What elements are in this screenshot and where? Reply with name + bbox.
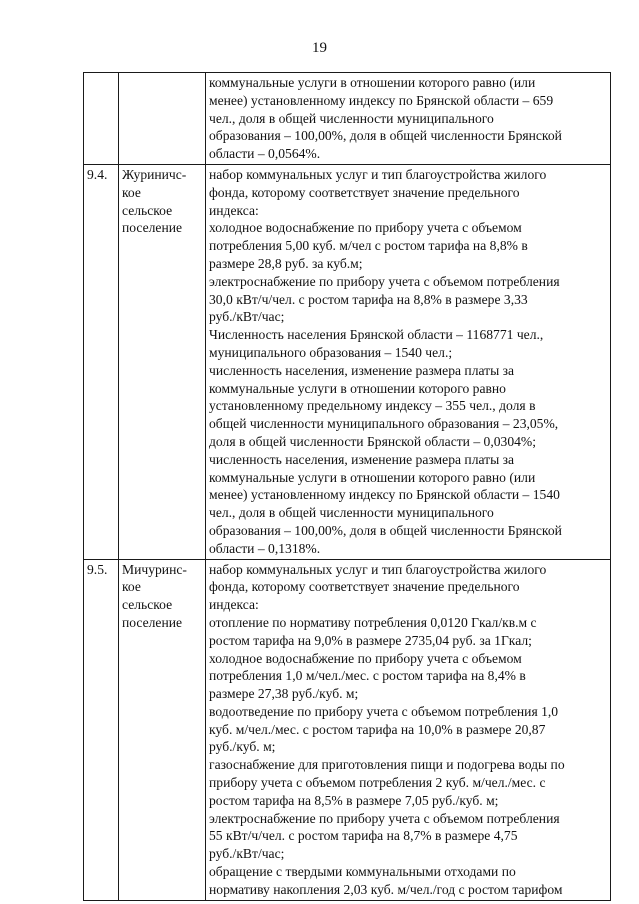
description-line: индекса: (209, 597, 259, 613)
description-line: Численность населения Брянской области – 1168771 чел., (209, 327, 544, 343)
table-body (84, 73, 611, 901)
row-number: 9.4. (84, 164, 119, 559)
description-line: ростом тарифа на 9,0% в размере 2735,04 руб. за 1Гкал; (209, 632, 532, 648)
index-description (206, 559, 611, 900)
description-line: газоснабжение для приготовления пищи и подогрева воды по (209, 757, 565, 773)
description-line: чел., доля в общей численности муниципального (209, 110, 494, 126)
settlement-name-line: сельское (122, 202, 173, 218)
description-line: численность населения, изменение размера платы за (209, 451, 515, 467)
index-description (206, 164, 611, 559)
description-line: водоотведение по прибору учета с объемом потребления 1,0 (209, 703, 559, 719)
description-line: коммунальные услуги в отношении которого равно (или (209, 469, 536, 485)
description-line: образования – 100,00%, доля в общей численности Брянской (209, 522, 562, 538)
description-line: численность населения, изменение размера платы за (209, 362, 515, 378)
settlement-name-line: Мичуринс- (122, 561, 187, 577)
description-line: холодное водоснабжение по прибору учета с объемом (209, 650, 522, 666)
description-line: 30,0 кВт/ч/чел. с ростом тарифа на 8,8% в размере 3,33 (209, 291, 528, 307)
description-line: электроснабжение по прибору учета с объемом потребления (209, 273, 560, 289)
description-line: фонда, которому соответствует значение предельного (209, 184, 520, 200)
description-line: образования – 100,00%, доля в общей численности Брянской (209, 128, 562, 144)
description-line: нормативу накопления 2,03 куб. м/чел./год с ростом тарифом (209, 881, 563, 897)
description-line: общей численности муниципального образования – 23,05%, (209, 416, 559, 432)
settlement-name-line: поселение (122, 220, 183, 236)
page-number: 19 (312, 40, 327, 56)
settlement-name (119, 559, 206, 900)
description-line: размере 27,38 руб./куб. м; (209, 686, 359, 702)
settlement-name (119, 164, 206, 559)
description-line: муниципального образования – 1540 чел.; (209, 344, 453, 360)
description-line: набор коммунальных услуг и тип благоустройства жилого (209, 166, 547, 182)
table-row (84, 559, 611, 900)
description-line: прибору учета с объемом потребления 2 куб. м/чел./мес. с (209, 775, 546, 791)
description-line: фонда, которому соответствует значение предельного (209, 579, 520, 595)
settlement-name-line: Журиничс- (122, 166, 187, 182)
description-line: установленному предельному индексу – 355 чел., доля в (209, 398, 536, 414)
description-line: электроснабжение по прибору учета с объемом потребления (209, 810, 560, 826)
description-line: области – 0,1318%. (209, 540, 321, 556)
settlement-name-line: кое (122, 579, 141, 595)
description-line: доля в общей численности Брянской области – 0,0304%; (209, 433, 537, 449)
description-line: 55 кВт/ч/чел. с ростом тарифа на 8,7% в размере 4,75 (209, 828, 518, 844)
row-number (84, 73, 119, 165)
settlement-name-line: кое (122, 184, 141, 200)
description-line: менее) установленному индексу по Брянской области – 659 (209, 92, 554, 108)
description-line: обращение с твердыми коммунальными отходами по (209, 864, 516, 880)
description-line: размере 28,8 руб. за куб.м; (209, 255, 363, 271)
limit-index-table (83, 72, 611, 901)
description-line: коммунальные услуги в отношении которого равно (или (209, 75, 536, 90)
settlement-name-line: сельское (122, 597, 173, 613)
description-line: набор коммунальных услуг и тип благоустройства жилого (209, 561, 547, 577)
description-line: отопление по нормативу потребления 0,0120 Гкал/кв.м с (209, 614, 537, 630)
index-description (206, 73, 611, 165)
description-line: коммунальные услуги в отношении которого равно (209, 380, 506, 396)
description-line: холодное водоснабжение по прибору учета с объемом (209, 220, 522, 236)
description-line: менее) установленному индексу по Брянской области – 1540 (209, 487, 560, 503)
description-line: руб./куб. м; (209, 739, 276, 755)
table-row (84, 73, 611, 165)
description-line: руб./кВт/час; (209, 846, 285, 862)
description-line: области – 0,0564%. (209, 146, 321, 162)
description-line: куб. м/чел./мес. с ростом тарифа на 10,0% в размере 20,87 (209, 721, 546, 737)
settlement-name (119, 73, 206, 165)
description-line: индекса: (209, 202, 259, 218)
description-line: ростом тарифа на 8,5% в размере 7,05 руб./куб. м; (209, 792, 499, 808)
description-line: чел., доля в общей численности муниципального (209, 505, 494, 521)
description-line: потребления 1,0 м/чел./мес. с ростом тарифа на 8,4% в (209, 668, 526, 684)
table-row (84, 164, 611, 559)
row-number: 9.5. (84, 559, 119, 900)
description-line: потребления 5,00 куб. м/чел с ростом тарифа на 8,8% в (209, 238, 528, 254)
settlement-name-line: поселение (122, 614, 183, 630)
description-line: руб./кВт/час; (209, 309, 285, 325)
